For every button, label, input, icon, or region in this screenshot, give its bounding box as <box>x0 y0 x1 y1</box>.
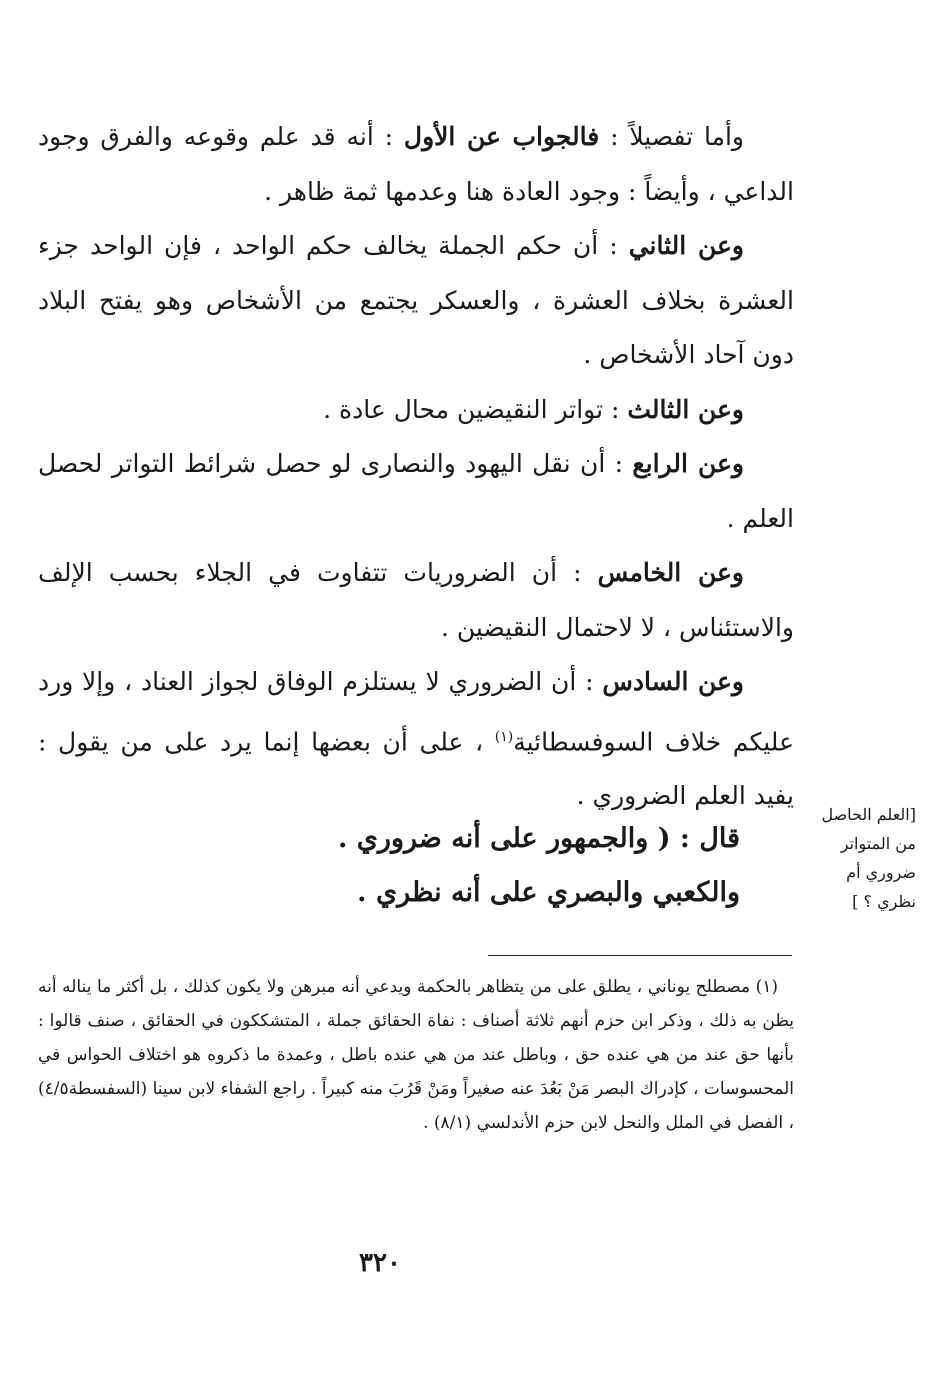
paragraph-heading: وعن الثالث <box>627 394 744 424</box>
footnote-divider <box>488 955 792 956</box>
page-number: ٣٢٠ <box>359 1248 401 1278</box>
paragraph-5 <box>38 546 794 655</box>
footnote-marker: (١) <box>494 728 514 745</box>
paragraph-6 <box>38 655 794 824</box>
paragraph-text: : أن الضروري لا يستلزم الوفاق لجواز العناد ، وإلا ورد عليكم خلاف السوفسطائية <box>38 667 794 756</box>
margin-note-line-2: من المتواتر <box>840 834 916 853</box>
margin-note-line-3: ضروري أم <box>846 863 916 882</box>
footnotes <box>38 970 794 1140</box>
paragraph-2 <box>38 219 794 383</box>
paragraph-heading: وعن الثاني <box>628 231 744 260</box>
paragraph-text-continued: ، على أن بعضها إنما يرد على من يقول : يفيد العلم الضروري . <box>38 726 794 811</box>
paragraph-text: : تواتر النقيضين محال عادة . <box>323 394 628 424</box>
margin-heading <box>806 800 916 916</box>
paragraph-3 <box>38 383 794 438</box>
paragraph-text: : أن نقل اليهود والنصارى لو حصل شرائط التواتر لحصل العلم . <box>38 449 794 533</box>
paragraph-heading: وعن الخامس <box>597 558 745 587</box>
margin-note-line-4: نظري ؟ ] <box>852 892 916 911</box>
quote-line-2: والكعبي والبصري على أنه نظري . <box>357 877 740 908</box>
paragraph-heading: وعن السادس <box>602 667 744 696</box>
main-text <box>38 110 794 824</box>
paragraph-heading: فالجواب عن الأول <box>403 122 600 151</box>
quote-line-1: قال : ( والجمهور على أنه ضروري . <box>337 823 740 854</box>
paragraph-intro: وأما تفصيلاً : <box>599 122 744 151</box>
margin-note-line-1: [العلم الحاصل <box>821 805 916 824</box>
quoted-statement <box>60 812 740 920</box>
footnote-1: (١) مصطلح يوناني ، يطلق على من يتظاهر بالحكمة ويدعي أنه مبرهن ولا يكون كذلك ، بل أكثر ما يناله أنه يظن به ذلك ، وذكر ابن حزم أنهم ثلاثة أصناف : نفاة الحقائق جملة ، المتشككون في الحقائق ، صنف قالوا : بأنها حق عند من هي عنده حق ، وباطل عند من هي عنده باطل ، وعمدة ما ذكروه هو اختلاف الحواس في المحسوسات ، كإدراك البصر مَنْ بَعُدَ عنه صغيراً ومَنْ قَرُبَ منه كبيراً . راجع الشفاء لابن سينا (السفسطة٤/٥) ، الفصل في الملل والنحل لابن حزم الأندلسي (٨/١) . <box>38 977 794 1133</box>
paragraph-text: : أن الضروريات تتفاوت في الجلاء بحسب الإلف والاستئناس ، لا لاحتمال النقيضين . <box>38 558 794 642</box>
paragraph-4 <box>38 437 794 546</box>
paragraph-heading: وعن الرابع <box>632 449 744 478</box>
paragraph-text: : أنه قد علم وقوعه والفرق وجود الداعي ، وأيضاً : وجود العادة هنا وعدمها ثمة ظاهر . <box>38 122 794 206</box>
paragraph-text: : أن حكم الجملة يخالف حكم الواحد ، فإن الواحد جزء العشرة بخلاف العشرة ، والعسكر يجتمع من الأشخاص وهو يفتح البلاد دون آحاد الأشخاص . <box>38 231 794 369</box>
paragraph-1 <box>38 110 794 219</box>
